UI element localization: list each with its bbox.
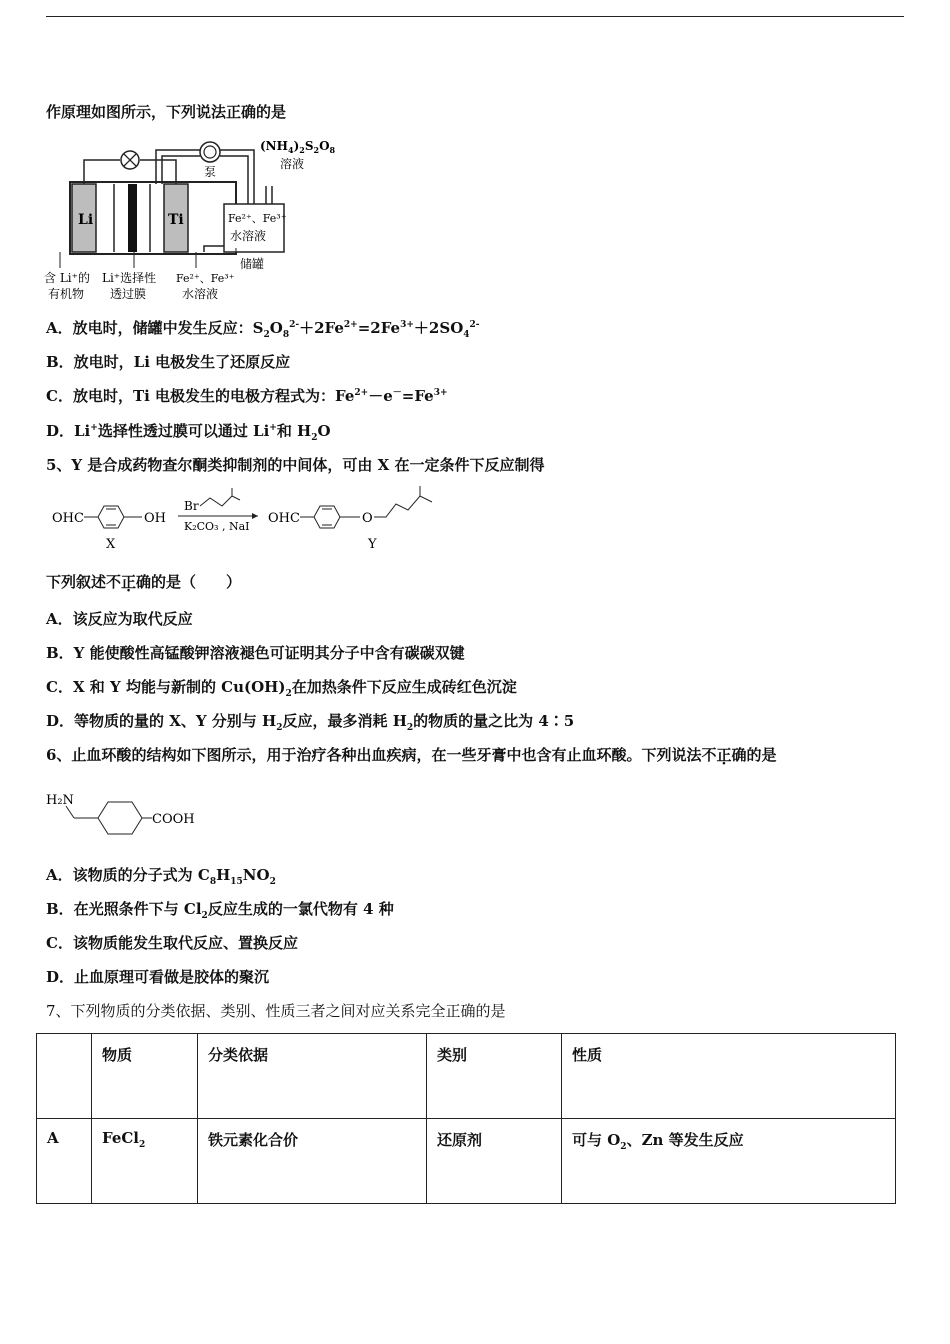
- table-header-row: [37, 1034, 896, 1119]
- y-label: Y: [368, 537, 377, 552]
- bromide-label: Br: [184, 499, 199, 513]
- acid-label: COOH: [152, 812, 195, 827]
- header-rule: [46, 16, 904, 17]
- tank-solution-label: 水溶液: [230, 229, 267, 243]
- table-header: 类别: [427, 1034, 562, 1119]
- x-aldehyde-label: OHC: [52, 511, 84, 526]
- classification-table: [36, 1033, 896, 1204]
- category-cell: 还原剂: [427, 1119, 562, 1204]
- q5-question: 下列叙述不正确的是（ ）: [46, 573, 242, 591]
- electrolyte-label-1: Fe²⁺、Fe³⁺: [176, 272, 235, 285]
- organic-label-1: 含 Li⁺的: [44, 271, 90, 285]
- substance-cell: FeCl$_2$: [92, 1119, 198, 1204]
- y-aldehyde-label: OHC: [268, 511, 300, 526]
- y-ether-label: O: [362, 511, 373, 526]
- q6-option-c: C．该物质能发生取代反应、置换反应: [46, 934, 298, 952]
- ti-label: Ti: [168, 212, 184, 228]
- q5-option-a: A．该反应为取代反应: [46, 610, 193, 628]
- membrane-label-2: 透过膜: [110, 287, 147, 301]
- pump-icon: [200, 142, 220, 162]
- li-label: Li: [78, 212, 94, 228]
- basis-cell: 铁元素化合价: [198, 1119, 427, 1204]
- q7-stem: 7、下列物质的分类依据、类别、性质三者之间对应关系完全正确的是: [46, 1002, 506, 1020]
- x-hydroxyl-label: OH: [144, 511, 166, 526]
- reagent-conditions-label: K₂CO₃ , NaI: [184, 520, 250, 533]
- q4-option-b: B．放电时，Li 电极发生了还原反应: [46, 353, 291, 371]
- reagent-label: $(NH_4)_2S_2O_8$: [260, 139, 336, 155]
- q5-option-d: D．等物质的量的 X、Y 分别与 $H_2$反应，最多消耗 $H_2$的物质的量之比为 4∶5: [46, 712, 575, 733]
- tank-ions-label: Fe²⁺、Fe³⁺: [228, 212, 287, 225]
- tranexamic-acid-structure: [44, 784, 204, 844]
- q5-stem: 5、Y 是合成药物查尔酮类抑制剂的中间体，可由 X 在一定条件下反应制得: [46, 456, 545, 474]
- q5-option-c: C．X 和 Y 均能与新制的 $Cu(OH)_2$在加热条件下反应生成砖红色沉淀: [46, 678, 517, 699]
- selective-membrane: [128, 184, 137, 252]
- organic-label-2: 有机物: [48, 287, 85, 301]
- q4-option-d: D．Li+选择性透过膜可以通过 Li+和 $H_2O$: [46, 422, 331, 443]
- q4-option-a: A．放电时，储罐中发生反应：$S_2O_8^{2-}+2Fe^{2+}=2Fe^{3+}+2SO_4^{2-}$: [46, 319, 480, 340]
- reagent-solution-label: 溶液: [280, 157, 305, 171]
- table-header: 分类依据: [198, 1034, 427, 1119]
- q6-stem: 6、止血环酸的结构如下图所示，用于治疗各种出血疾病，在一些牙膏中也含有止血环酸。下列说法不正确的是: [46, 746, 777, 764]
- table-header: [37, 1034, 92, 1119]
- q6-option-a: A．该物质的分子式为 $C_8H_{15}NO_2$: [46, 866, 276, 887]
- q6-option-b: B．在光照条件下与 $Cl_2$反应生成的一氯代物有 4 种: [46, 900, 394, 921]
- row-label: A: [37, 1119, 92, 1204]
- x-label: X: [106, 537, 116, 552]
- table-header: 物质: [92, 1034, 198, 1119]
- property-cell: 可与 $O_2$、Zn 等发生反应: [562, 1119, 896, 1204]
- membrane-label-1: Li⁺选择性: [102, 271, 157, 285]
- q6-option-d: D．止血原理可看做是胶体的聚沉: [46, 968, 270, 986]
- q4-intro: 作原理如图所示，下列说法正确的是: [46, 103, 287, 121]
- q4-option-c: C．放电时，Ti 电极发生的电极方程式为：$Fe^{2+}-e^-=Fe^{3+}$: [46, 387, 448, 405]
- amine-label: H₂N: [46, 793, 74, 808]
- battery-diagram: [44, 132, 344, 308]
- table-row: [37, 1119, 896, 1204]
- pump-label: 泵: [204, 165, 217, 179]
- tank-label: 储罐: [240, 257, 265, 271]
- q5-option-b: B．Y 能使酸性高锰酸钾溶液褪色可证明其分子中含有碳碳双键: [46, 644, 465, 662]
- electrolyte-label-2: 水溶液: [182, 287, 219, 301]
- reaction-scheme: [46, 484, 446, 556]
- table-header: 性质: [562, 1034, 896, 1119]
